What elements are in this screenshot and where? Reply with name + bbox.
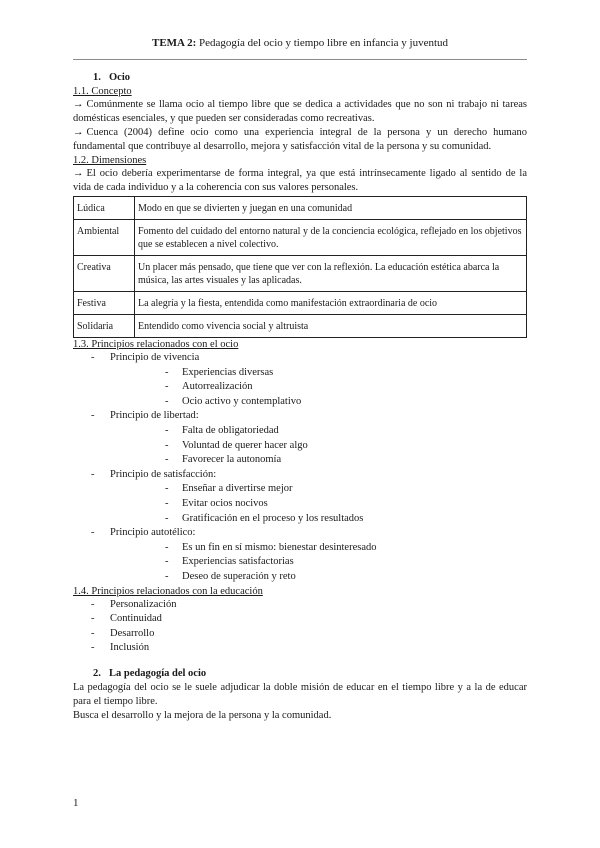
list-item: - Favorecer la autonomía [110, 453, 527, 468]
header-title: Pedagogía del ocio y tiempo libre en infancia y juventud [199, 37, 449, 49]
list-item: - Ocio activo y contemplativo [110, 395, 527, 410]
dimension-name: Festiva [74, 292, 135, 315]
table-row [74, 197, 527, 220]
list-item: - Desarrollo [73, 627, 527, 642]
list-item: - Personalización [73, 598, 527, 613]
list-item: - Es un fin en sí mismo: bienestar desinteresado [110, 541, 527, 556]
principle-sublist [110, 541, 527, 585]
table-row [74, 256, 527, 292]
education-heading: 1.4. Principios relacionados con la educación [73, 585, 263, 597]
section-2-heading [93, 666, 527, 681]
page-number: 1 [73, 797, 79, 809]
dash-bullet: - [165, 483, 169, 495]
dimension-name: Lúdica [74, 197, 135, 220]
dash-bullet: - [91, 627, 95, 639]
concept-heading: 1.1. Concepto [73, 86, 132, 97]
dash-bullet: - [165, 512, 169, 524]
table-row [74, 315, 527, 338]
dash-bullet: - [165, 570, 169, 582]
dimension-description: Fomento del cuidado del entorno natural y de la conciencia ecológica, reflejado en los objetivos que se establecen a nivel colectivo. [135, 220, 527, 256]
dash-bullet: - [91, 468, 95, 480]
list-item: - Enseñar a divertirse mejor [110, 482, 527, 497]
principle-label: Principio de libertad: [110, 410, 199, 422]
dimensions-heading: 1.2. Dimensiones [73, 155, 147, 166]
header-divider [73, 59, 527, 60]
arrow-icon: → [73, 168, 84, 179]
list-item [73, 351, 527, 409]
dash-bullet: - [165, 424, 169, 436]
list-item: - Gratificación en el proceso y los resultados [110, 512, 527, 527]
dash-bullet: - [165, 556, 169, 568]
dash-bullet: - [165, 454, 169, 466]
dash-bullet: - [91, 642, 95, 654]
dash-bullet: - [165, 381, 169, 393]
pedagogy-paragraph-2: Busca el desarrollo y la mejora de la persona y la comunidad. [73, 709, 332, 721]
dash-bullet: - [91, 613, 95, 625]
section-1-title: Ocio [109, 72, 130, 83]
principle-label: Principio autotélico: [110, 527, 196, 539]
arrow-icon: → [73, 127, 84, 138]
dimension-name: Creativa [74, 256, 135, 292]
table-row [74, 220, 527, 256]
principle-sublist [110, 424, 527, 468]
list-item [73, 526, 527, 584]
dash-bullet: - [91, 410, 95, 422]
dimensions-table [73, 196, 527, 338]
section-1-heading [93, 70, 527, 85]
principles-list [73, 351, 527, 585]
dash-bullet: - [165, 541, 169, 553]
dash-bullet: - [165, 439, 169, 451]
dash-bullet: - [165, 497, 169, 509]
list-item: - Continuidad [73, 612, 527, 627]
list-item: - Autorrealización [110, 380, 527, 395]
document-body [73, 70, 527, 723]
dimension-description: Un placer más pensado, que tiene que ver con la reflexión. La educación estética abarca la música, las artes visuales y las aplicadas. [135, 256, 527, 292]
header-label: TEMA 2: [151, 37, 197, 49]
dash-bullet: - [165, 366, 169, 378]
dimension-description: Modo en que se divierten y juegan en una comunidad [135, 197, 527, 220]
dash-bullet: - [91, 598, 95, 610]
dimension-description: Entendido como vivencia social y altruista [135, 315, 527, 338]
section-1-number: 1. [93, 72, 101, 83]
dimension-name: Solidaria [74, 315, 135, 338]
principle-label: Principio de satisfacción: [110, 468, 217, 480]
list-item: - Voluntad de querer hacer algo [110, 439, 527, 454]
education-list [73, 598, 527, 656]
dash-bullet: - [91, 352, 95, 363]
table-row [74, 292, 527, 315]
list-item: - Deseo de superación y reto [110, 570, 527, 585]
dash-bullet: - [165, 395, 169, 407]
dimension-description: La alegría y la fiesta, entendida como manifestación extraordinaria de ocio [135, 292, 527, 315]
concept-paragraph-2: → Cuenca (2004) define ocio como una experiencia integral de la persona y un derecho humano fundamental que contribuye al desarrollo, mejora y satisfacción vital de la persona y su comunidad. [73, 127, 527, 152]
list-item: - Experiencias diversas [110, 366, 527, 381]
section-2-title: La pedagogía del ocio [109, 667, 207, 679]
dimension-name: Ambiental [74, 220, 135, 256]
principle-sublist [110, 482, 527, 526]
page-header [0, 37, 600, 49]
list-item [73, 409, 527, 467]
arrow-icon: → [73, 99, 84, 110]
principle-sublist [110, 366, 527, 410]
list-item: - Experiencias satisfactorias [110, 555, 527, 570]
dash-bullet: - [91, 527, 95, 539]
list-item: - Inclusión [73, 641, 527, 656]
concept-paragraph-1: → Comúnmente se llama ocio al tiempo libre que se dedica a actividades que no son ni trabajo ni tareas domésticas esenciales, y que pueden ser consideradas como recreativas. [73, 99, 527, 124]
principles-heading: 1.3. Principios relacionados con el ocio [73, 339, 239, 350]
list-item [73, 468, 527, 526]
list-item: - Falta de obligatoriedad [110, 424, 527, 439]
principle-label: Principio de vivencia [110, 352, 200, 363]
section-2-number: 2. [93, 667, 101, 679]
pedagogy-paragraph-1: La pedagogía del ocio se le suele adjudicar la doble misión de educar en el tiempo libre y a la de educar para el tiempo libre. [73, 681, 527, 707]
dimensions-intro: → El ocio debería experimentarse de forma integral, ya que está intrínsecamente ligado al sentido de la vida de cada individuo y a la coherencia con sus valores personales. [73, 168, 527, 193]
list-item: - Evitar ocios nocivos [110, 497, 527, 512]
